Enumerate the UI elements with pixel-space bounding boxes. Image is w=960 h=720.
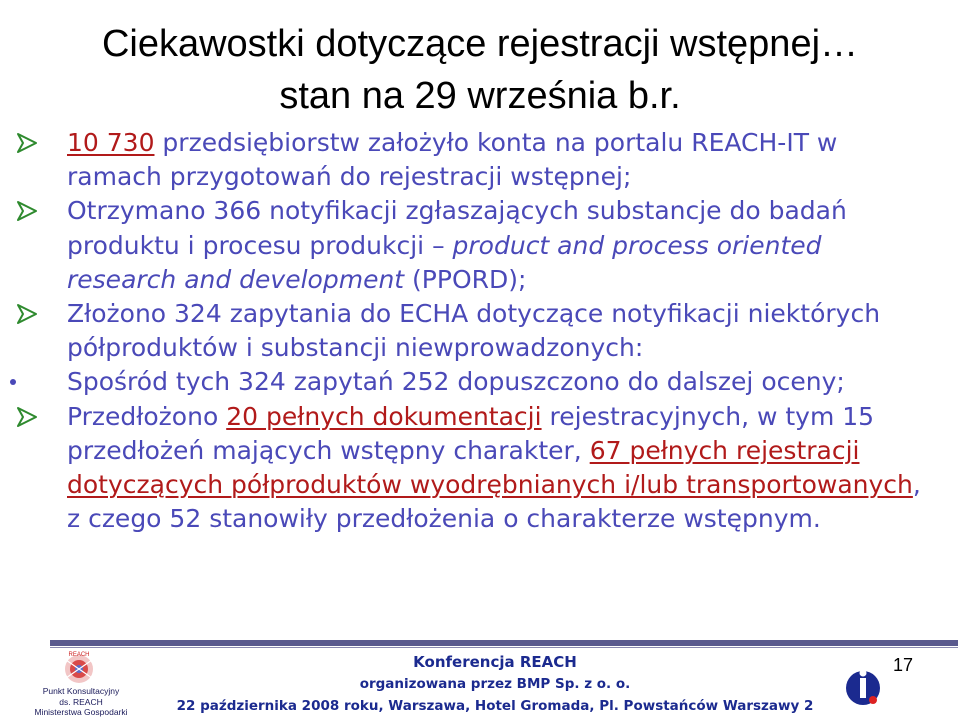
- bullet-2-text-a: Otrzymano 366 notyfikacji zgłaszających substancje do badań produktu i procesu produkcji –: [67, 196, 847, 260]
- arrowhead-bullet-icon: [15, 400, 41, 434]
- bullet-item-1: [0, 126, 960, 194]
- org-line-2: ds. REACH: [59, 696, 103, 707]
- bullet-5-text-c: , z czego 52 stanowiły przedłożenia o charakterze wstępnym.: [67, 470, 921, 534]
- footer-divider: [50, 640, 958, 646]
- bullet-item-4: [0, 365, 960, 399]
- org-line-3: Ministerstwa Gospodarki: [34, 707, 128, 717]
- dot-bullet-icon: [10, 365, 36, 399]
- page-number: 17: [893, 655, 914, 675]
- bullet-item-5: [0, 400, 960, 537]
- bullet-list: [0, 126, 960, 536]
- footer-divider-thin: [50, 647, 958, 648]
- bullet-item-3: [0, 297, 960, 365]
- reach-logo-icon: [42, 650, 116, 688]
- arrowhead-bullet-icon: [15, 194, 41, 228]
- conference-organizer: organizowana przez BMP Sp. z o. o.: [359, 676, 631, 692]
- bullet-4-text: Spośród tych 324 zapytań 252 dopuszczono do dalszej oceny;: [67, 367, 845, 397]
- bullet-2-italic: product and process oriented research and development: [67, 230, 822, 294]
- org-line-1: Punkt Konsultacyjny: [42, 686, 120, 696]
- slide-title: [0, 18, 960, 122]
- bullet-item-2: [0, 194, 960, 297]
- bullet-3-text: Złożono 324 zapytania do ECHA dotyczące notyfikacji niektórych półproduktów i substancji niewprowadzonych:: [67, 299, 881, 363]
- consultation-point: [6, 686, 156, 718]
- bullet-5-text-a: Przedłożono: [67, 401, 227, 431]
- bullet-2-text-b: (PPORD);: [404, 264, 527, 294]
- bullet-1-text: przedsiębiorstw założyło konta na portalu REACH-IT w ramach przygotowań do rejestracji wstępnej;: [67, 128, 838, 192]
- full-dossiers-link: 20 pełnych dokumentacji: [226, 401, 542, 431]
- conference-info: [150, 651, 840, 717]
- conference-title: Konferencja REACH: [413, 653, 577, 671]
- reach-logo-text: REACH: [68, 652, 90, 658]
- conference-details: 22 października 2008 roku, Warszawa, Hotel Gromada, Pl. Powstańców Warszawy 2: [176, 698, 814, 714]
- ministry-emblem-icon: [843, 650, 887, 714]
- arrowhead-bullet-icon: [15, 297, 41, 331]
- companies-count: 10 730: [67, 128, 155, 157]
- arrowhead-bullet-icon: [15, 126, 41, 160]
- bullet-5-text-b: rejestracyjnych, w tym 15 przedłożeń mających wstępny charakter,: [67, 401, 875, 465]
- intermediates-registrations-link: 67 pełnych rejestracji dotyczących półproduktów wyodrębnianych i/lub transportowanych: [67, 435, 913, 500]
- title-line-2: stan na 29 września b.r.: [279, 75, 681, 117]
- title-line-1: Ciekawostki dotyczące rejestracji wstępnej…: [101, 23, 859, 65]
